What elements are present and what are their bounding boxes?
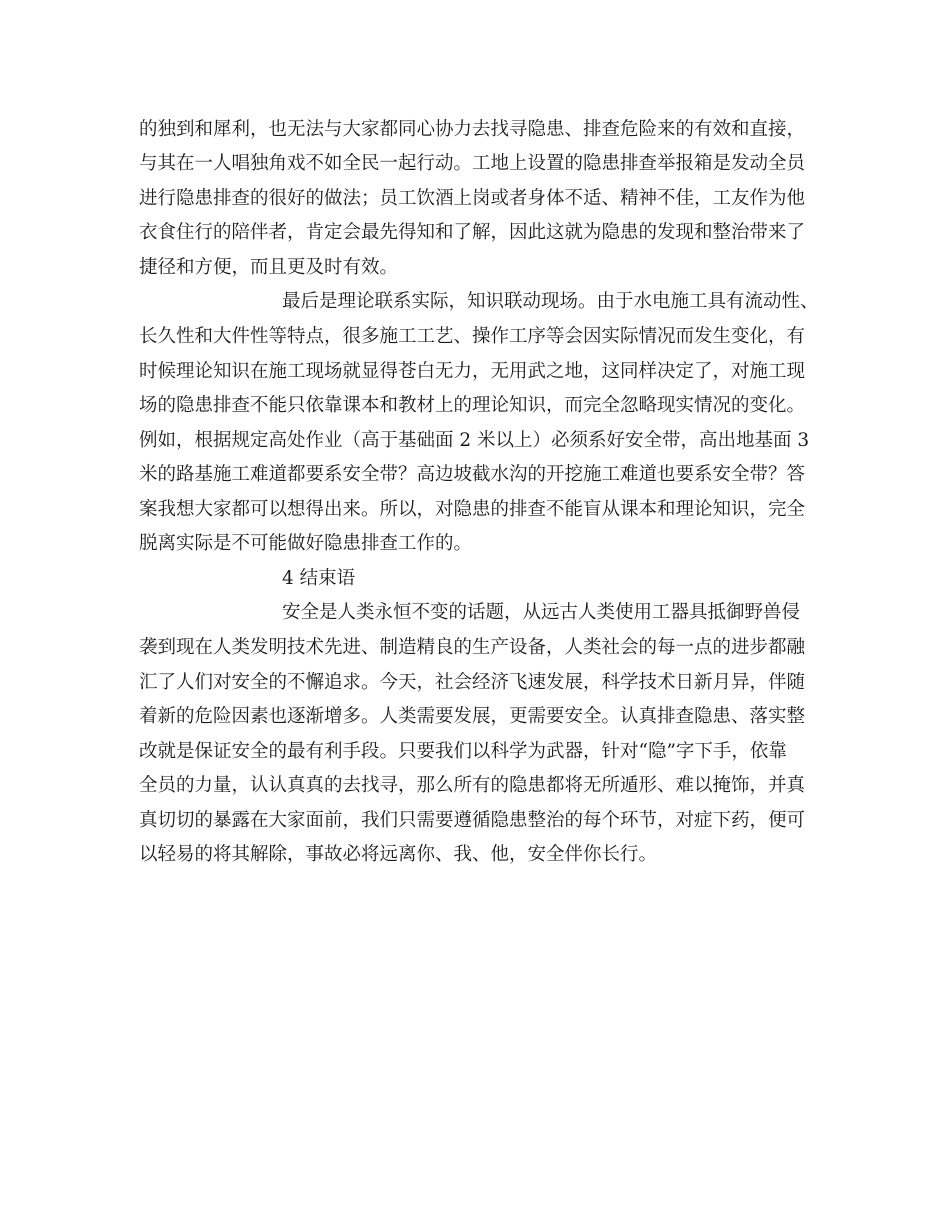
text-line: 场的隐患排查不能只依靠课本和教材上的理论知识，而完全忽略现实情况的变化。 — [139, 395, 806, 416]
text-line: 以轻易的将其解除，事故必将远离你、我、他，安全伴你长行。 — [139, 844, 658, 865]
text-line: 汇了人们对安全的不懈追求。今天，社会经济飞速发展，科学技术日新月异，伴随 — [139, 672, 806, 693]
text-line: 脱离实际是不可能做好隐患排查工作的。 — [139, 533, 473, 554]
paragraph-first-line: 安全是人类永恒不变的话题，从远古人类使用工器具抵御野兽侵 — [282, 602, 801, 623]
text-line: 捷径和方便，而且更及时有效。 — [139, 257, 399, 278]
text-line: 长久性和大件性等特点，很多施工工艺、操作工序等会因实际情况而发生变化，有 — [139, 326, 806, 347]
text-line: 改就是保证安全的最有利手段。只要我们以科学为武器，针对“隐”字下手，依靠 — [139, 741, 787, 762]
text-line: 真切切的暴露在大家面前，我们只需要遵循隐患整治的每个环节，对症下药，便可 — [139, 810, 806, 831]
paragraph-first-line: 最后是理论联系实际，知识联动现场。由于水电施工具有流动性、 — [282, 291, 819, 312]
text-line: 例如，根据规定高处作业（高于基础面 2 米以上）必须系好安全带，高出地基面 3 — [139, 430, 810, 451]
text-line: 案我想大家都可以想得出来。所以，对隐患的排查不能盲从课本和理论知识，完全 — [139, 499, 806, 520]
text-line: 进行隐患排查的很好的做法；员工饮酒上岗或者身体不适、精神不佳，工友作为他 — [139, 188, 806, 209]
text-line: 全员的力量，认认真真的去找寻，那么所有的隐患都将无所遁形、难以掩饰，并真 — [139, 775, 806, 796]
text-line: 的独到和犀利，也无法与大家都同心协力去找寻隐患、排查危险来的有效和直接， — [139, 119, 806, 140]
text-line: 袭到现在人类发明技术先进、制造精良的生产设备，人类社会的每一点的进步都融 — [139, 637, 806, 658]
text-line: 与其在一人唱独角戏不如全民一起行动。工地上设置的隐患排查举报箱是发动全员 — [139, 153, 806, 174]
text-line: 着新的危险因素也逐渐增多。人类需要发展，更需要安全。认真排查隐患、落实整 — [139, 706, 806, 727]
text-line: 时候理论知识在施工现场就显得苍白无力，无用武之地，这同样决定了，对施工现 — [139, 361, 806, 382]
text-line: 米的路基施工难道都要系安全带？高边坡截水沟的开挖施工难道也要系安全带？答 — [139, 464, 806, 485]
text-line: 衣食住行的陪伴者，肯定会最先得知和了解，因此这就为隐患的发现和整治带来了 — [139, 222, 806, 243]
section-heading: 4 结束语 — [282, 568, 356, 589]
